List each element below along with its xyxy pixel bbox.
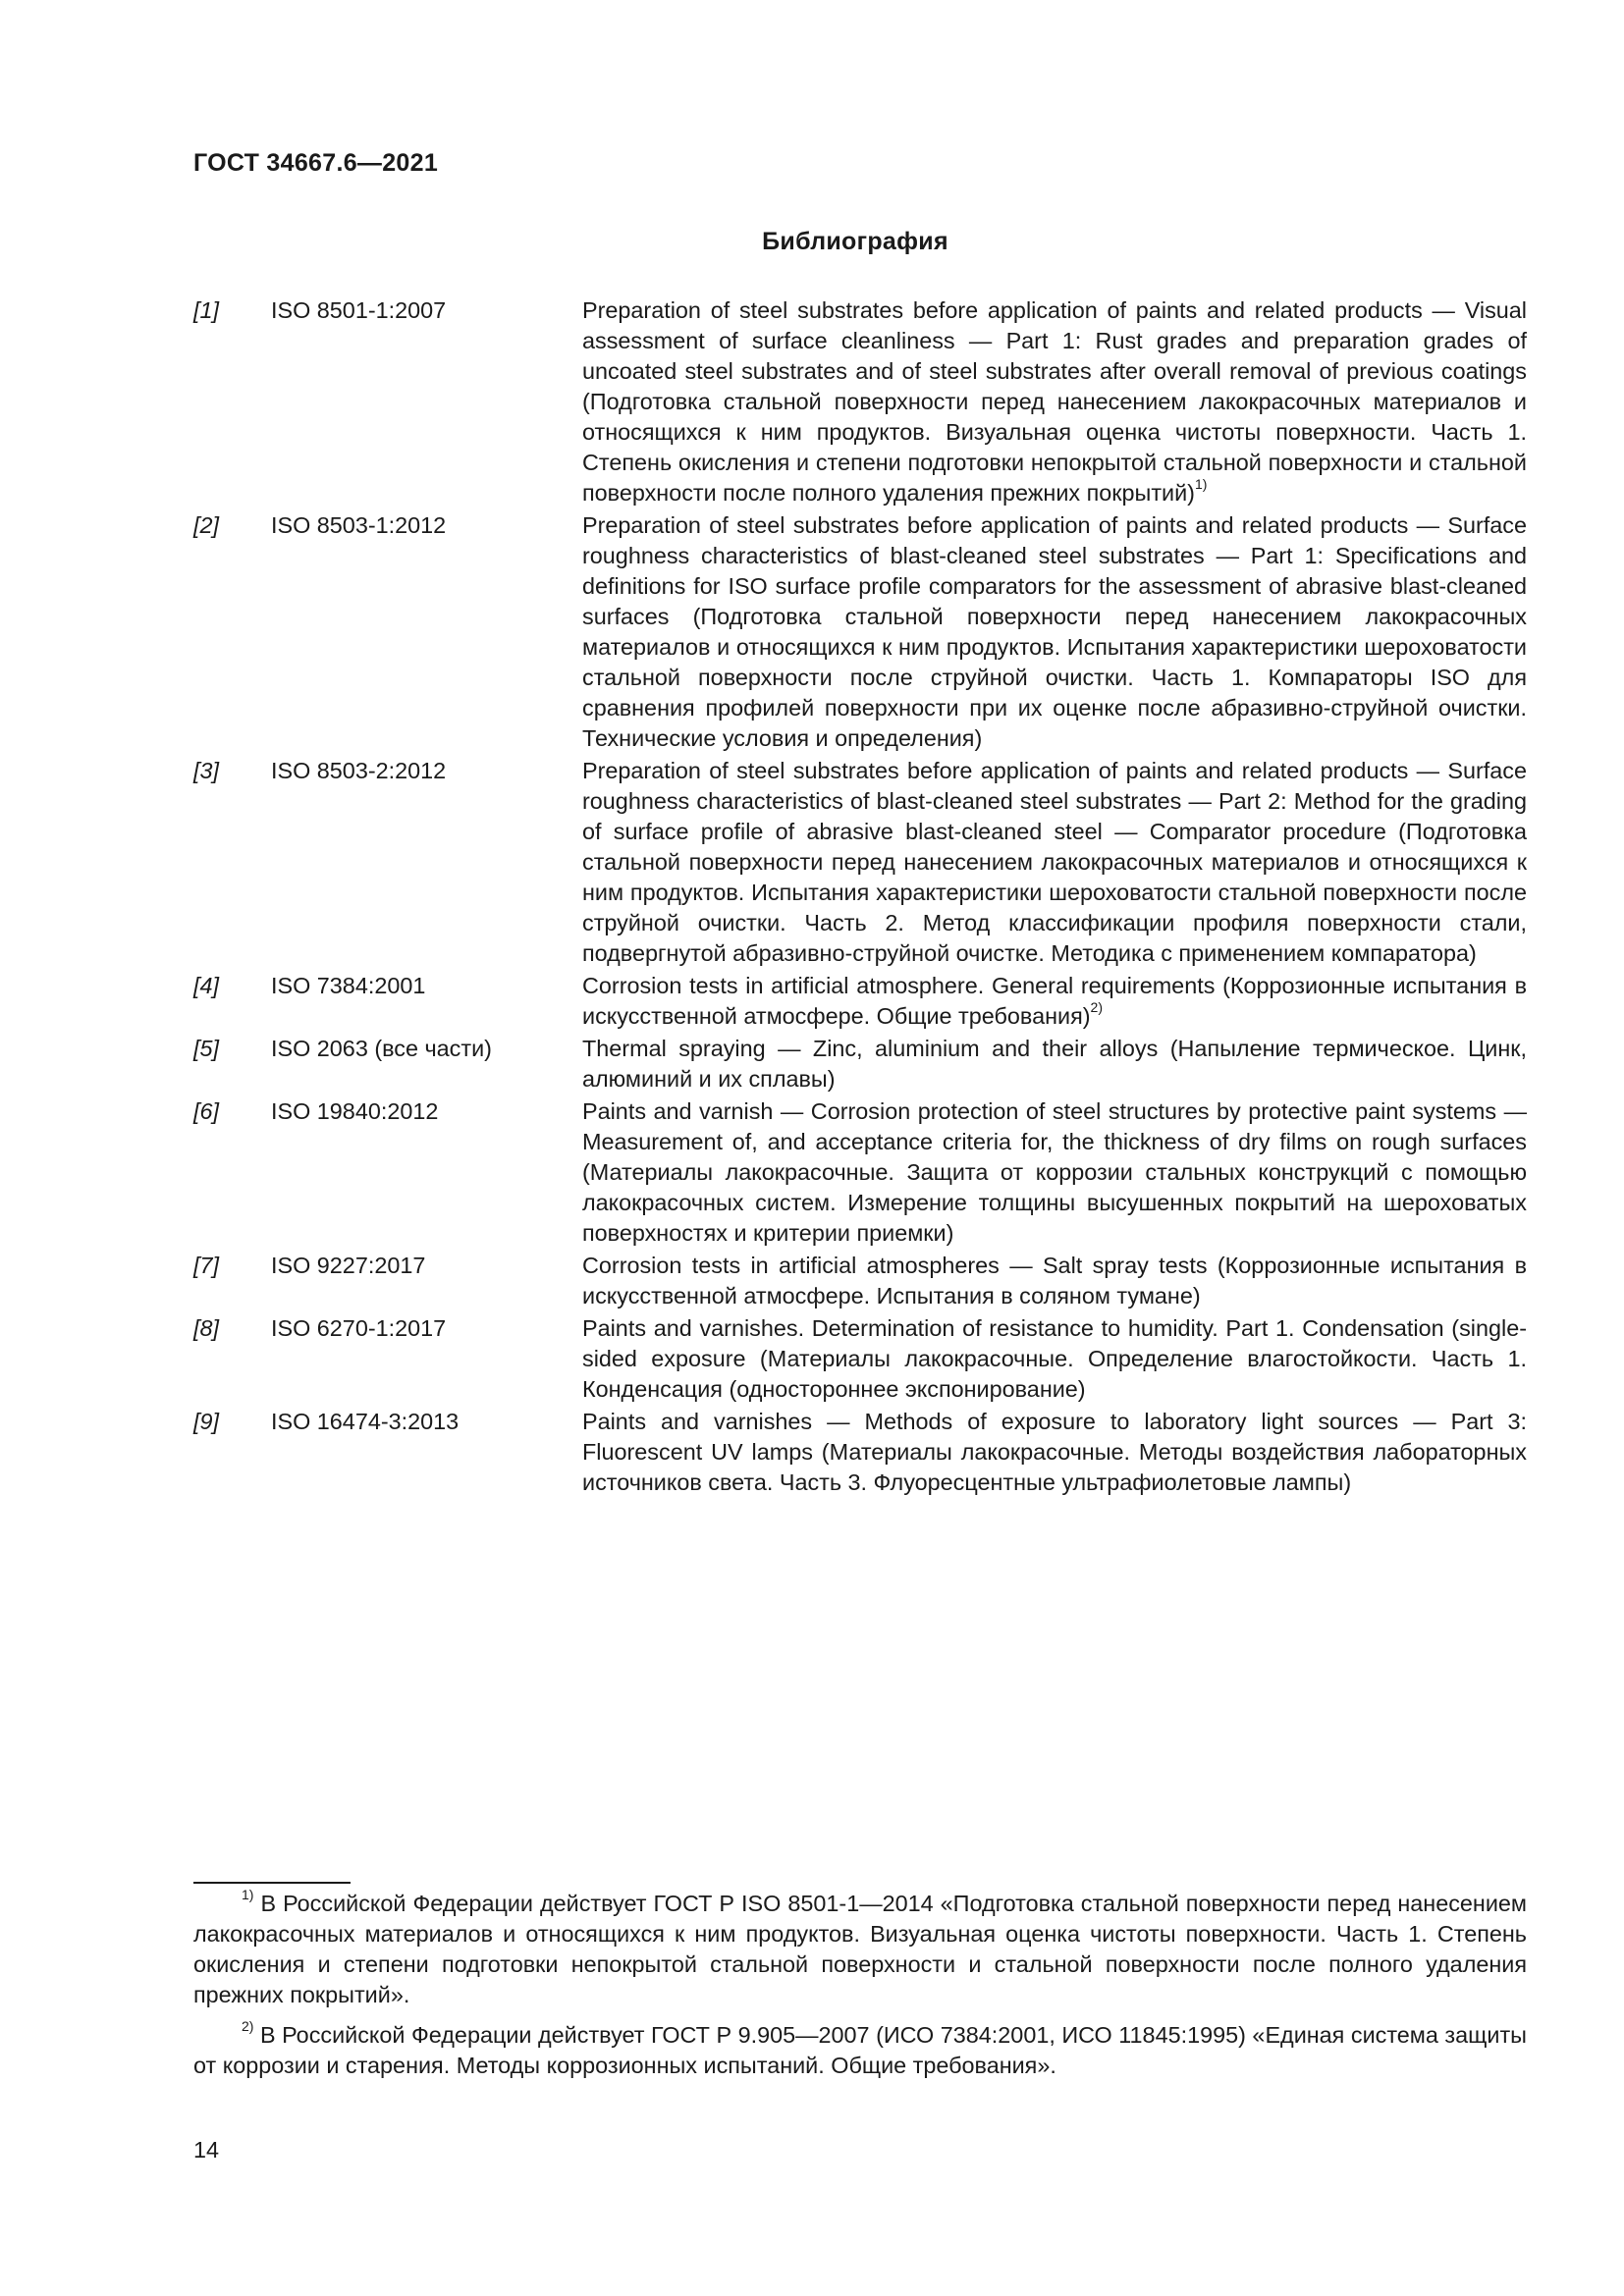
footnote-text: В Российской Федерации действует ГОСТ Р ISO 8501-1—2014 «Подготовка стальной поверхности перед нанесением лакокрасочных материалов и относящихся к ним продуктов. Визуальная оценка чистоты поверхности. Часть 1. Степень окисления и степени подготовки непокрытой стальной поверхности и стальной поверхности после полного удаления прежних покрытий». [193,1891,1527,2007]
entry-description-text: Thermal spraying — Zinc, aluminium and their alloys (Напыление термическое. Цинк, алюминий и их сплавы) [582,1036,1527,1092]
bibliography-list [193,295,1527,1500]
entry-description [582,971,1527,1032]
document-code: ГОСТ 34667.6—2021 [193,149,439,177]
entry-standard-code: ISO 9227:2017 [271,1253,426,1278]
entry-standard-code: ISO 19840:2012 [271,1098,439,1124]
entry-description-text: Corrosion tests in artificial atmosphere. General requirements (Коррозионные испытания в искусственной атмосфере. Общие требования) [582,973,1527,1029]
footnotes [193,1889,1527,2091]
entry-number: [5] [193,1036,220,1061]
entry-number: [4] [193,973,220,998]
bibliography-entry [193,1313,1527,1405]
entry-description [582,1313,1527,1405]
entry-standard-code: ISO 2063 (все части) [271,1036,492,1061]
entry-description-text: Corrosion tests in artificial atmospheres — Salt spray tests (Коррозионные испытания в искусственной атмосфере. Испытания в соляном тумане) [582,1253,1527,1308]
bibliography-entry [193,510,1527,754]
footnote-reference: 1) [1194,476,1208,493]
bibliography-entry [193,1096,1527,1249]
bibliography-entry [193,1034,1527,1095]
entry-standard-code: ISO 16474-3:2013 [271,1409,460,1434]
entry-description-text: Preparation of steel substrates before application of paints and related products — Surface roughness characteristics of blast-cleaned steel substrates — Part 2: Method for the grading of surface profile of abrasive blast-cleaned steel — Comparator procedure (Подготовка стальной поверхности перед нанесением лакокрасочных материалов и относящихся к ним продуктов. Испытания характеристики шероховатости стальной поверхности после струйной очистки. Часть 2. Метод классификации профиля поверхности стали, подвергнутой абразивно-струйной очистке. Методика с применением компаратора) [582,758,1527,966]
entry-description [582,510,1527,754]
entry-description [582,1096,1527,1249]
section-title: Библиография [762,228,948,255]
entry-number: [6] [193,1098,220,1124]
entry-standard-code: ISO 8503-2:2012 [271,758,447,783]
bibliography-entry [193,1251,1527,1311]
bibliography-entry [193,1407,1527,1498]
entry-description [582,1407,1527,1498]
footnote [193,2020,1527,2081]
footnote [193,1889,1527,2010]
entry-standard-code: ISO 6270-1:2017 [271,1315,447,1341]
entry-standard-code: ISO 8503-1:2012 [271,512,447,538]
entry-description-text: Preparation of steel substrates before application of paints and related products — Visual assessment of surface cleanliness — Part 1: Rust grades and preparation grades of uncoated steel substrates and of steel substrates after overall removal of previous coatings (Подготовка стальной поверхности перед нанесением лакокрасочных материалов и относящихся к ним продуктов. Визуальная оценка чистоты поверхности. Часть 1. Степень окисления и степени подготовки непокрытой стальной поверхности и стальной поверхности после полного удаления прежних покрытий) [582,297,1527,506]
footnote-mark: 2) [242,2018,254,2035]
entry-number: [9] [193,1409,220,1434]
footnote-separator [193,1882,351,1884]
entry-description [582,1034,1527,1095]
bibliography-entry [193,756,1527,969]
bibliography-entry [193,971,1527,1032]
entry-standard-code: ISO 7384:2001 [271,973,426,998]
entry-description-text: Paints and varnish — Corrosion protection of steel structures by protective paint systems — Measurement of, and acceptance criteria for, the thickness of dry films on rough surfaces (Материалы лакокрасочные. Защита от коррозии стальных конструкций с помощью лакокрасочных систем. Измерение толщины высушенных покрытий на шероховатых поверхностях и критерии приемки) [582,1098,1527,1246]
entry-description-text: Paints and varnishes — Methods of exposure to laboratory light sources — Part 3: Fluorescent UV lamps (Материалы лакокрасочные. Методы воздействия лабораторных источников света. Часть 3. Флуоресцентные ультрафиолетовые лампы) [582,1409,1527,1495]
entry-description [582,1251,1527,1311]
footnote-text: В Российской Федерации действует ГОСТ Р 9.905—2007 (ИСО 7384:2001, ИСО 11845:1995) «Единая система защиты от коррозии и старения. Методы коррозионных испытаний. Общие требования». [193,2022,1527,2078]
entry-description [582,756,1527,969]
entry-number: [2] [193,512,220,538]
page-number: 14 [193,2137,220,2163]
entry-number: [1] [193,297,220,323]
entry-number: [3] [193,758,220,783]
entry-number: [8] [193,1315,220,1341]
entry-description-text: Preparation of steel substrates before application of paints and related products — Surface roughness characteristics of blast-cleaned steel substrates — Part 1: Specifications and definitions for ISO surface profile comparators for the assessment of abrasive blast-cleaned surfaces (Подготовка стальной поверхности перед нанесением лакокрасочных материалов и относящихся к ним продуктов. Испытания характеристики шероховатости стальной поверхности после струйной очистки. Часть 1. Компараторы ISO для сравнения профилей поверхности при их оценке после абразивно-струйной очистки. Технические условия и определения) [582,512,1527,751]
footnote-mark: 1) [242,1887,254,1903]
entry-number: [7] [193,1253,220,1278]
bibliography-entry [193,295,1527,508]
entry-description [582,295,1527,508]
footnote-reference: 2) [1090,999,1103,1016]
entry-standard-code: ISO 8501-1:2007 [271,297,447,323]
entry-description-text: Paints and varnishes. Determination of resistance to humidity. Part 1. Condensation (single-sided exposure (Материалы лакокрасочные. Определение влагостойкости. Часть 1. Конденсация (одностороннее экспонирование) [582,1315,1527,1402]
